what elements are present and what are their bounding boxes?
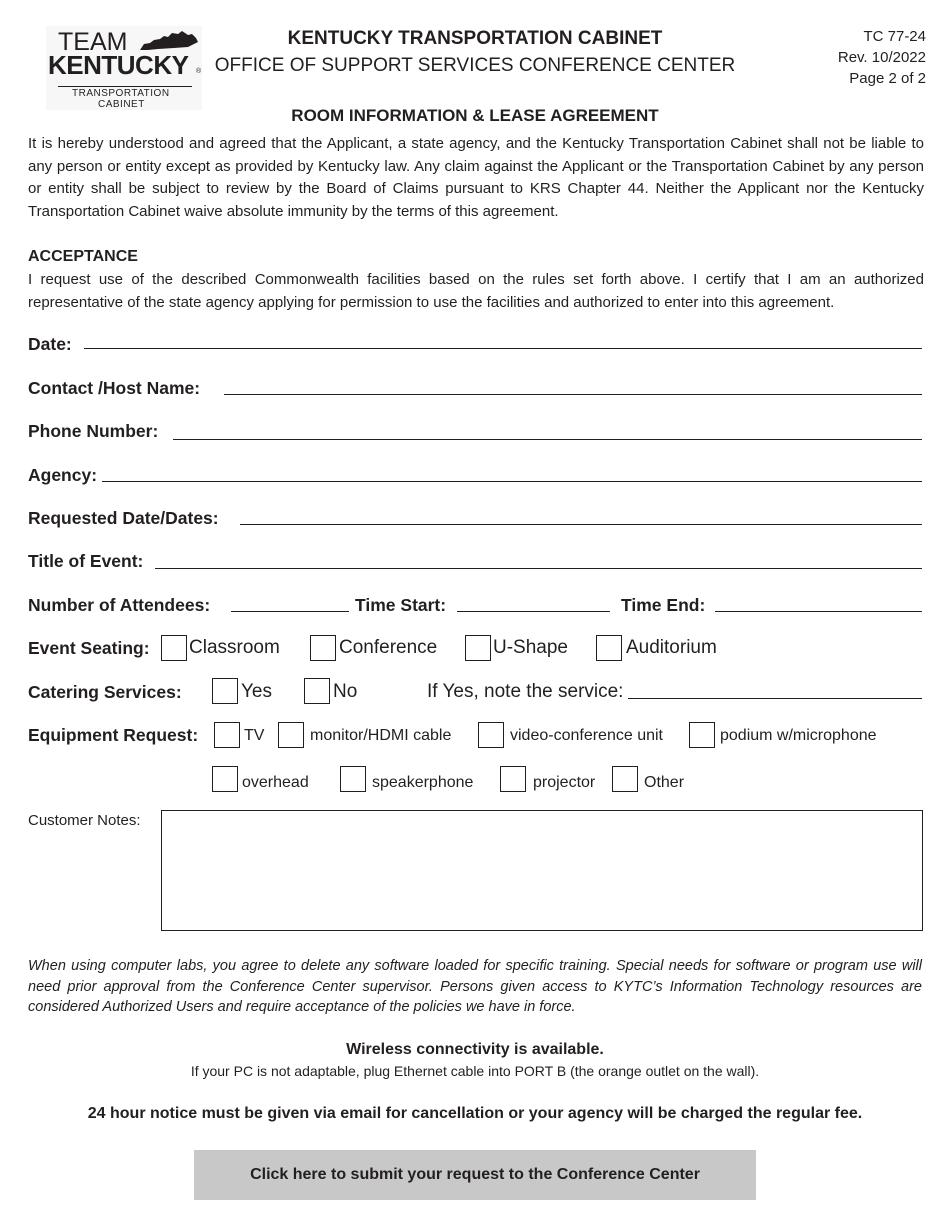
date-field[interactable] — [84, 348, 922, 349]
requested-dates-field[interactable] — [240, 524, 922, 525]
form-info — [838, 26, 926, 89]
page-number: Page 2 of 2 — [849, 70, 926, 87]
acceptance-heading: ACCEPTANCE — [28, 248, 138, 265]
equipment-overhead-checkbox[interactable] — [212, 766, 238, 792]
equipment-videoconference-checkbox[interactable] — [478, 722, 504, 748]
equipment-label: Equipment Request: — [28, 725, 199, 745]
seating-ushape-checkbox[interactable] — [465, 635, 491, 661]
seating-auditorium-label: Auditorium — [626, 637, 717, 658]
wireless-heading: Wireless connectivity is available. — [346, 1041, 604, 1058]
equipment-other-checkbox[interactable] — [612, 766, 638, 792]
logo-subtitle-1: TRANSPORTATION — [72, 88, 170, 99]
wireless-instructions: If your PC is not adaptable, plug Ethernet cable into PORT B (the orange outlet on the wall). — [190, 1063, 760, 1079]
phone-label: Phone Number: — [28, 421, 159, 441]
customer-notes-textarea[interactable] — [161, 810, 923, 931]
logo-divider — [58, 86, 192, 87]
liability-paragraph: It is hereby understood and agreed that the Applicant, a state agency, and the Kentucky Transportation Cabinet shall not be liable to any person or entity except as provided by Kentucky law. Any claim against the Applicant or the Transportation Cabinet by any person or entity shall be subject to review by the Board of Claims pursuant to KRS Chapter 44. Neither the Applicant nor the Kentucky Transportation Cabinet waive absolute immunity by the terms of this agreement. — [28, 135, 924, 220]
cancellation-notice: 24 hour notice must be given via email for cancellation or your agency will be charged the regular fee. — [87, 1105, 863, 1122]
phone-field[interactable] — [173, 439, 922, 440]
time-end-label: Time End: — [621, 595, 706, 615]
catering-label: Catering Services: — [28, 682, 182, 702]
seating-label: Event Seating: — [28, 638, 150, 658]
contact-field[interactable] — [224, 394, 922, 395]
logo-subtitle-2: CABINET — [98, 99, 145, 110]
seating-classroom-label: Classroom — [189, 637, 280, 658]
attendees-label: Number of Attendees: — [28, 595, 211, 615]
customer-notes-label: Customer Notes: — [28, 812, 141, 829]
seating-ushape-label: U-Shape — [493, 637, 568, 658]
catering-note-label: If Yes, note the service: — [427, 681, 624, 702]
form-revision: Rev. 10/2022 — [837, 49, 926, 66]
catering-yes-label: Yes — [241, 681, 272, 702]
submit-request-button[interactable] — [194, 1150, 756, 1200]
seating-auditorium-checkbox[interactable] — [596, 635, 622, 661]
page-title: ROOM INFORMATION & LEASE AGREEMENT — [291, 106, 659, 125]
catering-no-checkbox[interactable] — [304, 678, 330, 704]
form-number: TC 77-24 — [863, 28, 926, 45]
logo-registered-mark: ® — [196, 68, 202, 75]
equipment-tv-checkbox[interactable] — [214, 722, 240, 748]
catering-yes-checkbox[interactable] — [212, 678, 238, 704]
computer-lab-notice: When using computer labs, you agree to delete any software loaded for specific training. Special needs for software or program use will need prior approval from the Conference Center supervisor. Persons given access to KYTC’s Information Technology resources are considered Authorized Users and require acceptance of the policies we have in force. — [28, 958, 922, 1015]
equipment-podium-checkbox[interactable] — [689, 722, 715, 748]
attendees-field[interactable] — [231, 611, 349, 612]
equipment-projector-label: projector — [533, 774, 596, 791]
equipment-speakerphone-checkbox[interactable] — [340, 766, 366, 792]
contact-label: Contact /Host Name: — [28, 378, 201, 398]
acceptance-paragraph: I request use of the described Commonwealth facilities based on the rules set forth above. I certify that I am an authorized representative of the state agency applying for permission to use the facilities and authorized to enter into this agreement. — [28, 271, 924, 311]
equipment-overhead-label: overhead — [242, 774, 309, 791]
equipment-monitor-label: monitor/HDMI cable — [310, 727, 452, 744]
agency-field[interactable] — [102, 481, 922, 482]
catering-note-field[interactable] — [628, 698, 922, 699]
team-kentucky-logo — [46, 26, 202, 110]
agency-label: Agency: — [28, 465, 98, 485]
catering-no-label: No — [333, 681, 358, 702]
equipment-podium-label: podium w/microphone — [720, 727, 877, 744]
time-end-field[interactable] — [715, 611, 922, 612]
seating-conference-label: Conference — [339, 637, 438, 658]
equipment-speakerphone-label: speakerphone — [372, 774, 474, 791]
equipment-videoconference-label: video-conference unit — [510, 727, 663, 744]
equipment-monitor-checkbox[interactable] — [278, 722, 304, 748]
logo-team-text: TEAM — [58, 28, 128, 56]
date-label: Date: — [28, 334, 72, 354]
kentucky-state-icon — [138, 30, 200, 52]
office-heading: OFFICE OF SUPPORT SERVICES CONFERENCE CENTER — [214, 55, 736, 76]
time-start-field[interactable] — [457, 611, 610, 612]
event-title-label: Title of Event: — [28, 551, 144, 571]
agency-heading: KENTUCKY TRANSPORTATION CABINET — [287, 28, 663, 49]
seating-classroom-checkbox[interactable] — [161, 635, 187, 661]
logo-kentucky-text: KENTUCKY — [48, 50, 189, 80]
equipment-tv-label: TV — [244, 727, 265, 744]
time-start-label: Time Start: — [355, 595, 447, 615]
event-title-field[interactable] — [155, 568, 922, 569]
seating-conference-checkbox[interactable] — [310, 635, 336, 661]
submit-request-label: Click here to submit your request to the Conference Center — [250, 1166, 700, 1183]
requested-dates-label: Requested Date/Dates: — [28, 508, 219, 528]
equipment-other-label: Other — [644, 774, 685, 791]
equipment-projector-checkbox[interactable] — [500, 766, 526, 792]
